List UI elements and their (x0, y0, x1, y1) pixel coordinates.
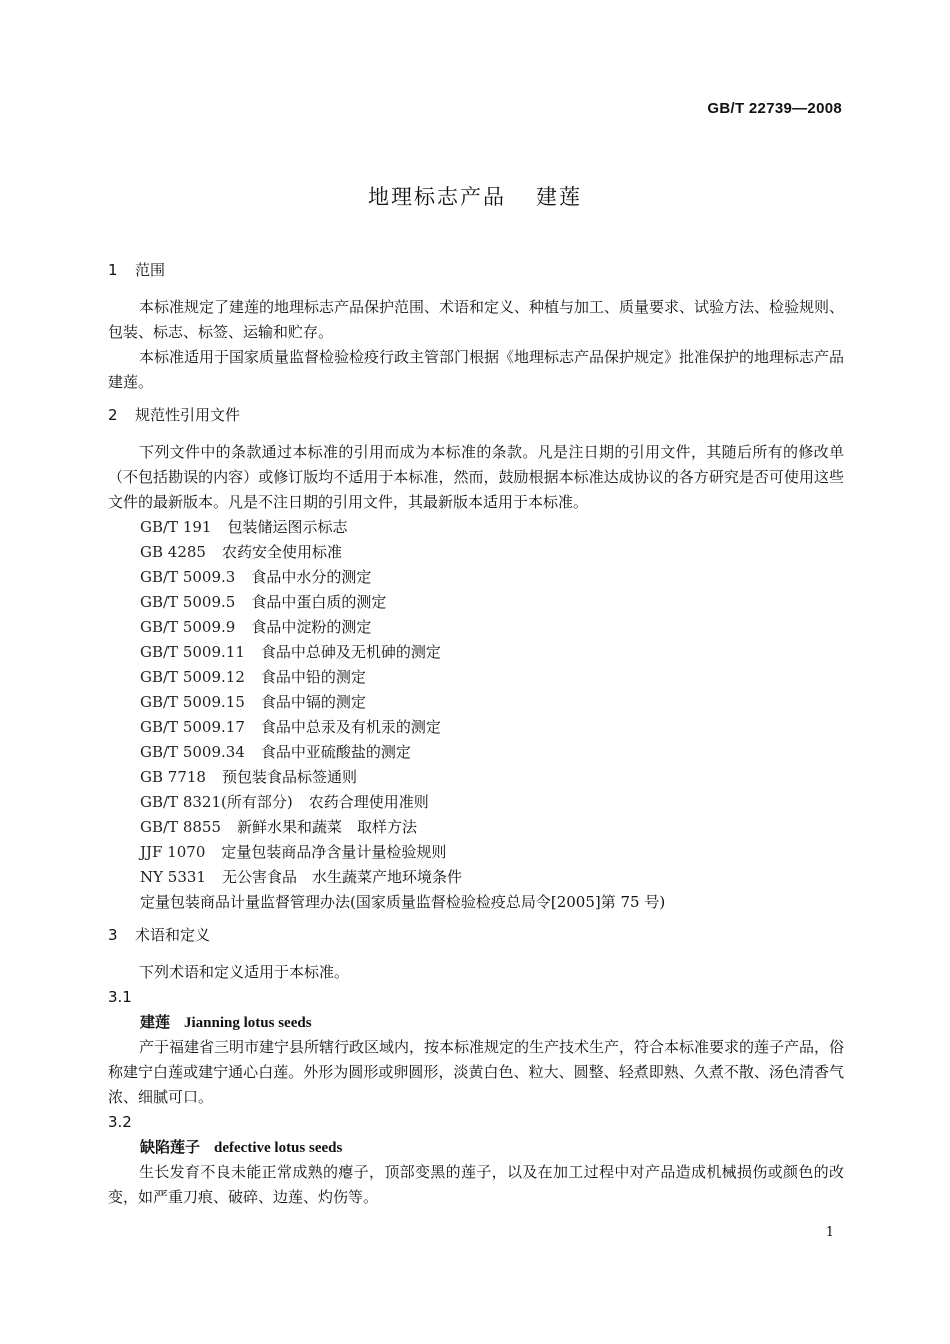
section-heading-references (108, 403, 844, 428)
reference-item: GB/T 5009.34 食品中亚硫酸盐的测定 (140, 743, 411, 761)
reference-item: GB/T 5009.15 食品中镉的测定 (140, 693, 366, 711)
reference-item: GB/T 5009.12 食品中铅的测定 (140, 668, 366, 686)
section-heading-scope (108, 258, 844, 283)
standard-code: GB/T 22739—2008 (707, 100, 842, 117)
reference-item: GB/T 5009.11 食品中总砷及无机砷的测定 (140, 643, 441, 661)
reference-item-extra: 定量包装商品计量监督管理办法(国家质量监督检验检疫总局令[2005]第 75 号) (140, 893, 666, 911)
reference-item: GB 4285 农药安全使用标准 (140, 543, 342, 561)
scope-paragraph-2: 本标准适用于国家质量监督检验检疫行政主管部门根据《地理标志产品保护规定》批准保护的地理标志产品建莲。 (108, 348, 845, 391)
scope-paragraph-1: 本标准规定了建莲的地理标志产品保护范围、术语和定义、种植与加工、质量要求、试验方法、检验规则、包装、标志、标签、运输和贮存。 (108, 298, 845, 341)
section-number: 3 (108, 926, 118, 944)
reference-list (108, 515, 844, 915)
term-number: 3.2 (108, 1113, 132, 1131)
document-body (108, 258, 844, 1210)
term-definition: 产于福建省三明市建宁县所辖行政区域内，按本标准规定的生产技术生产，符合本标准要求的莲子产品，俗称建宁白莲或建宁通心白莲。外形为圆形或卵圆形，淡黄白色、粒大、圆整、轻煮即熟、久煮不散、汤色清香气浓、细腻可口。 (108, 1038, 845, 1106)
terms-intro: 下列术语和定义适用于本标准。 (139, 963, 350, 981)
section-title: 规范性引用文件 (135, 406, 241, 424)
title-sub: 建莲 (536, 185, 582, 209)
references-intro: 下列文件中的条款通过本标准的引用而成为本标准的条款。凡是注日期的引用文件，其随后所有的修改单（不包括勘误的内容）或修订版均不适用于本标准，然而，鼓励根据本标准达成协议的各方研究是否可使用这些文件的最新版本。凡是不注日期的引用文件，其最新版本适用于本标准。 (108, 443, 844, 511)
title-main: 地理标志产品 (368, 185, 506, 209)
reference-item: GB/T 8321(所有部分) 农药合理使用准则 (140, 793, 429, 811)
reference-item: JJF 1070 定量包装商品净含量计量检验规则 (140, 843, 447, 861)
section-title: 术语和定义 (135, 926, 211, 944)
reference-item: GB/T 5009.9 食品中淀粉的测定 (140, 618, 372, 636)
reference-item: GB/T 5009.3 食品中水分的测定 (140, 568, 372, 586)
section-title: 范围 (135, 261, 166, 279)
term-name: 缺陷莲子 defective lotus seeds (140, 1138, 343, 1156)
reference-item: NY 5331 无公害食品 水生蔬菜产地环境条件 (140, 868, 462, 886)
document-title (0, 181, 950, 211)
term-name: 建莲 Jianning lotus seeds (140, 1013, 312, 1031)
reference-item: GB/T 5009.17 食品中总汞及有机汞的测定 (140, 718, 441, 736)
term-definition: 生长发育不良未能正常成熟的瘪子，顶部变黑的莲子，以及在加工过程中对产品造成机械损伤或颜色的改变，如严重刀痕、破碎、边莲、灼伤等。 (108, 1163, 844, 1206)
reference-item: GB/T 8855 新鲜水果和蔬菜 取样方法 (140, 818, 418, 836)
reference-item: GB/T 191 包装储运图示标志 (140, 518, 348, 536)
section-number: 1 (108, 261, 118, 279)
reference-item: GB 7718 预包装食品标签通则 (140, 768, 357, 786)
term-number: 3.1 (108, 988, 132, 1006)
section-heading-terms (108, 923, 844, 948)
page-number: 1 (825, 1225, 834, 1240)
section-number: 2 (108, 406, 118, 424)
reference-item: GB/T 5009.5 食品中蛋白质的测定 (140, 593, 387, 611)
